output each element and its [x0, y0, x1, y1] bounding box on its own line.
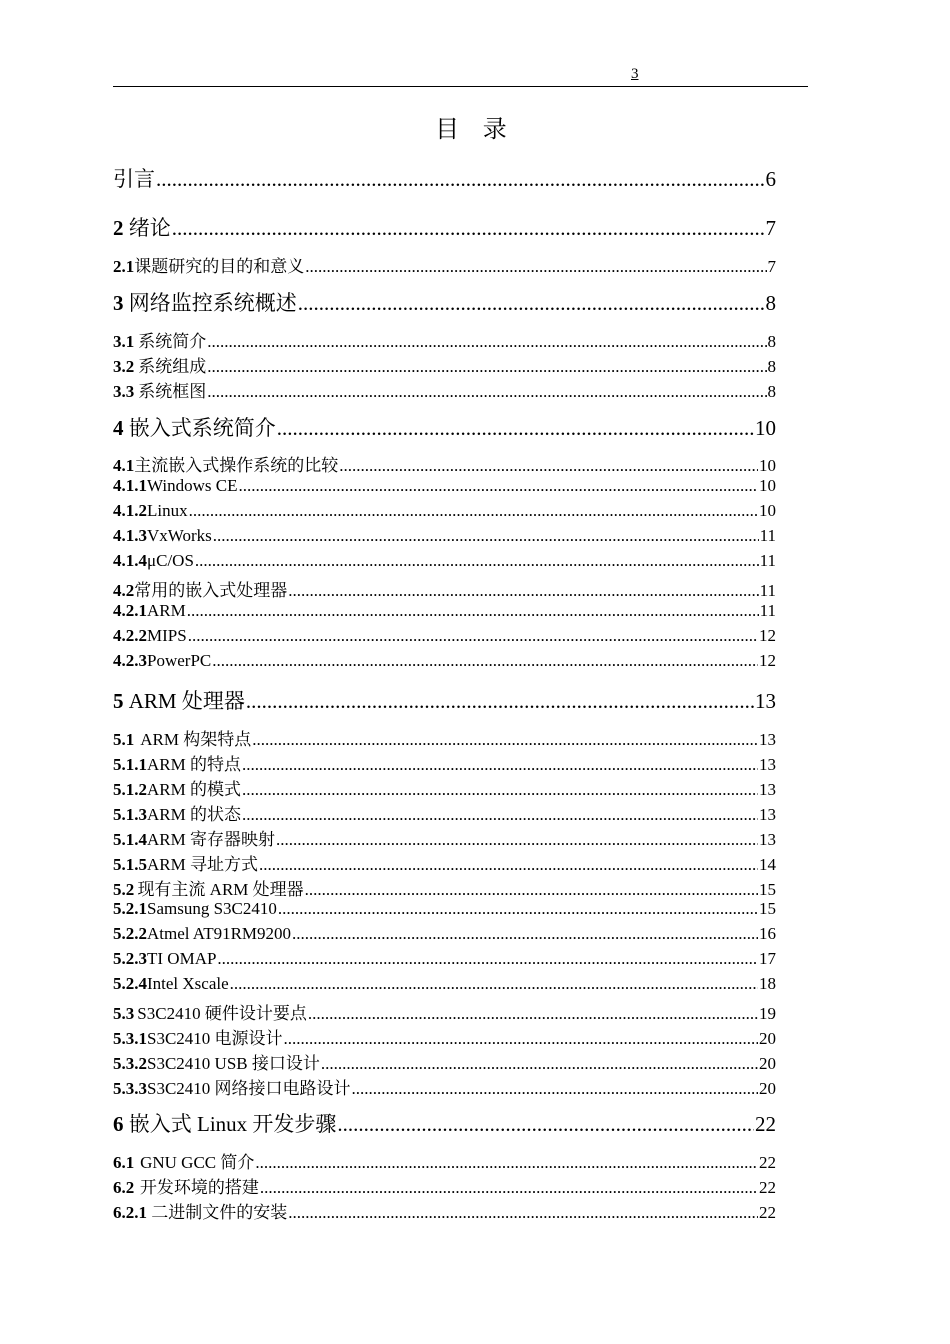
toc-entry[interactable]: [113, 1024, 776, 1046]
leader-dots: [292, 924, 758, 944]
toc-entry-page: 19: [759, 1004, 776, 1023]
toc-entry-page: 20: [759, 1029, 776, 1048]
toc-entry-number: 5.1.4: [113, 830, 147, 849]
toc-entry[interactable]: [113, 601, 776, 623]
toc-entry-label: ARM 的状态: [147, 805, 241, 824]
toc-entry[interactable]: [113, 501, 776, 523]
toc-entry[interactable]: [113, 212, 776, 242]
toc-entry-number: 5.3.2: [113, 1054, 147, 1073]
toc-entry-number: 5.2.4: [113, 974, 147, 993]
toc-entry-label: ARM 寄存器映射: [147, 830, 275, 849]
leader-dots: [213, 526, 759, 546]
toc-entry[interactable]: [113, 252, 776, 274]
toc-entry-number: 6.1: [113, 1153, 135, 1172]
toc-entry-page: 22: [759, 1153, 776, 1172]
leader-dots: [246, 689, 754, 714]
toc-entry-label: ARM 处理器: [128, 689, 245, 713]
toc-entry-label: ARM 构架特点: [140, 730, 252, 749]
leader-dots: [172, 216, 765, 241]
toc-entry-label: Linux: [147, 501, 188, 520]
toc-entry[interactable]: [113, 850, 776, 872]
toc-entry-page: 11: [759, 526, 776, 545]
toc-entry-label: Samsung S3C2410: [147, 899, 277, 918]
toc-entry-page: 6: [765, 167, 776, 191]
toc-entry[interactable]: [113, 526, 776, 548]
leader-dots: [339, 456, 758, 476]
toc-entry-number: 5: [113, 689, 124, 713]
leader-dots: [278, 899, 758, 919]
toc-entry-label: 现有主流 ARM 处理器: [137, 880, 304, 899]
toc-entry-number: 3.3: [113, 382, 135, 401]
leader-dots: [252, 730, 758, 750]
toc-entry[interactable]: [113, 924, 776, 946]
toc-entry[interactable]: [113, 551, 776, 573]
toc-entry-label: 二进制文件的安装: [151, 1203, 288, 1222]
toc-entry-page: 14: [759, 855, 776, 874]
toc-entry[interactable]: [113, 1049, 776, 1071]
leader-dots: [305, 880, 758, 900]
toc-entry-label: ARM 的特点: [147, 755, 241, 774]
leader-dots: [230, 974, 758, 994]
toc-entry-number: 3.1: [113, 332, 135, 351]
toc-entry-number: 4.1: [113, 456, 135, 475]
toc-entry[interactable]: [113, 451, 776, 473]
leader-dots: [242, 780, 758, 800]
toc-entry-label: ARM 寻址方式: [147, 855, 258, 874]
toc-entry-number: 5.1.2: [113, 780, 147, 799]
toc-entry[interactable]: [113, 377, 776, 399]
toc-entry[interactable]: [113, 875, 776, 897]
leader-dots: [276, 830, 758, 850]
toc-entry-page: 8: [767, 357, 776, 376]
toc-entry-number: 6: [113, 1112, 124, 1136]
toc-entry-number: 5.2.2: [113, 924, 147, 943]
toc-entry-page: 13: [759, 830, 776, 849]
toc-entry-label: 系统组成: [138, 357, 207, 376]
leader-dots: [337, 1112, 754, 1137]
toc-entry-label: GNU GCC 简介: [140, 1153, 255, 1172]
toc-entry[interactable]: [113, 287, 776, 317]
toc-entry[interactable]: [113, 1198, 776, 1220]
toc-title: 目 录: [435, 115, 515, 143]
toc-entry-number: 5.1.3: [113, 805, 147, 824]
toc-entry[interactable]: [113, 825, 776, 847]
leader-dots: [187, 601, 759, 621]
toc-entry[interactable]: [113, 974, 776, 996]
toc-entry-number: 3.2: [113, 357, 135, 376]
leader-dots: [212, 651, 758, 671]
toc-entry-label: TI OMAP: [147, 949, 217, 968]
toc-entry-number: 5.2.3: [113, 949, 147, 968]
leader-dots: [298, 291, 765, 316]
toc-entry[interactable]: [113, 685, 776, 715]
toc-entry-number: 4.2.2: [113, 626, 147, 645]
toc-entry-page: 13: [759, 780, 776, 799]
toc-entry-label: 课题研究的目的和意义: [134, 257, 305, 276]
toc-entry-label: μC/OS: [147, 551, 194, 570]
toc-entry-label: Windows CE: [147, 476, 238, 495]
toc-entry[interactable]: [113, 327, 776, 349]
toc-entry-number: 6.2: [113, 1178, 135, 1197]
toc-entry-page: 7: [767, 257, 776, 276]
leader-dots: [259, 855, 758, 875]
leader-dots: [207, 332, 766, 352]
toc-entry[interactable]: [113, 725, 776, 747]
toc-entry-page: 20: [759, 1054, 776, 1073]
toc-entry-page: 11: [759, 551, 776, 570]
toc-entry-label: 嵌入式系统简介: [128, 416, 276, 440]
toc-entry-page: 22: [755, 1112, 776, 1136]
page-number: 3: [631, 66, 639, 82]
toc-entry[interactable]: [113, 476, 776, 498]
leader-dots: [217, 949, 758, 969]
toc-entry-number: 5.3.3: [113, 1079, 147, 1098]
toc-entry-number: 6.2.1: [113, 1203, 147, 1222]
toc-entry-page: 22: [759, 1203, 776, 1222]
toc-entry[interactable]: [113, 352, 776, 374]
leader-dots: [207, 382, 766, 402]
toc-entry[interactable]: [113, 750, 776, 772]
toc-entry[interactable]: [113, 1173, 776, 1195]
toc-entry[interactable]: [113, 412, 776, 442]
leader-dots: [207, 357, 766, 377]
leader-dots: [277, 416, 754, 441]
toc-entry-page: 8: [765, 291, 776, 315]
toc-entry-page: 12: [759, 651, 776, 670]
toc-entry-label: MIPS: [147, 626, 187, 645]
toc-entry-page: 10: [759, 456, 776, 475]
toc-entry-number: 4.2: [113, 581, 135, 600]
toc-entry[interactable]: [113, 651, 776, 673]
toc-entry[interactable]: [113, 999, 776, 1021]
toc-entry-page: 10: [759, 501, 776, 520]
leader-dots: [156, 167, 765, 192]
toc-entry-page: 12: [759, 626, 776, 645]
toc-entry-page: 18: [759, 974, 776, 993]
toc-entry-page: 16: [759, 924, 776, 943]
toc-entry[interactable]: [113, 949, 776, 971]
toc-entry-page: 15: [759, 880, 776, 899]
toc-entry-page: 13: [759, 730, 776, 749]
toc-entry-page: 11: [759, 601, 776, 620]
toc-entry-page: 7: [765, 216, 776, 240]
toc-entry-number: 2.1: [113, 257, 135, 276]
toc-entry-number: 4.2.3: [113, 651, 147, 670]
leader-dots: [321, 1054, 758, 1074]
toc-entry-number: 3: [113, 291, 124, 315]
toc-entry[interactable]: [113, 163, 776, 193]
toc-entry-label: 引言: [113, 167, 155, 191]
toc-entry-number: 4.1.4: [113, 551, 147, 570]
toc-entry-page: 8: [767, 382, 776, 401]
toc-entry-label: PowerPC: [147, 651, 212, 670]
toc-entry[interactable]: [113, 1148, 776, 1170]
leader-dots: [352, 1079, 758, 1099]
toc-entry-number: 5.1.1: [113, 755, 147, 774]
toc-entry[interactable]: [113, 899, 776, 921]
toc-entry-number: 2: [113, 216, 124, 240]
toc-entry-number: 4.2.1: [113, 601, 147, 620]
toc-entry-number: 5.2: [113, 880, 135, 899]
toc-entry-page: 10: [759, 476, 776, 495]
leader-dots: [242, 805, 758, 825]
page-header: [113, 64, 808, 87]
toc-entry-page: 22: [759, 1178, 776, 1197]
toc-entry-label: VxWorks: [147, 526, 212, 545]
toc-entry-label: 系统框图: [138, 382, 207, 401]
toc-entry-label: 嵌入式 Linux 开发步骤: [128, 1112, 337, 1136]
toc-entry-page: 11: [759, 581, 776, 600]
toc-entry-page: 10: [755, 416, 776, 440]
leader-dots: [284, 1029, 758, 1049]
leader-dots: [238, 476, 758, 496]
toc-entry-label: 开发环境的搭建: [139, 1178, 259, 1197]
leader-dots: [288, 1203, 758, 1223]
leader-dots: [308, 1004, 758, 1024]
toc-entry-page: 8: [767, 332, 776, 351]
toc-entry-number: 4.1.2: [113, 501, 147, 520]
toc-entry-page: 15: [759, 899, 776, 918]
toc-entry-label: 常用的嵌入式处理器: [134, 581, 288, 600]
toc-entry-page: 13: [755, 689, 776, 713]
toc-entry-label: Intel Xscale: [147, 974, 229, 993]
toc-entry[interactable]: [113, 775, 776, 797]
toc-entry-number: 4: [113, 416, 124, 440]
toc-entry-label: Atmel AT91RM9200: [147, 924, 292, 943]
toc-entry-label: 系统简介: [138, 332, 207, 351]
toc-entry-page: 13: [759, 805, 776, 824]
toc-entry-number: 4.1.1: [113, 476, 147, 495]
toc-entry-label: S3C2410 电源设计: [147, 1029, 283, 1048]
toc-entry-label: S3C2410 网络接口电路设计: [147, 1079, 351, 1098]
leader-dots: [195, 551, 759, 571]
toc-entry-page: 17: [759, 949, 776, 968]
leader-dots: [305, 257, 766, 277]
leader-dots: [288, 581, 758, 601]
toc-entry[interactable]: [113, 1108, 776, 1138]
leader-dots: [242, 755, 758, 775]
toc-entry-page: 20: [759, 1079, 776, 1098]
toc-entry[interactable]: [113, 1074, 776, 1096]
toc-entry[interactable]: [113, 800, 776, 822]
toc-entry-page: 13: [759, 755, 776, 774]
toc-entry-number: 5.1.5: [113, 855, 147, 874]
toc-entry-number: 5.3.1: [113, 1029, 147, 1048]
leader-dots: [255, 1153, 758, 1173]
toc-entry-label: S3C2410 硬件设计要点: [137, 1004, 307, 1023]
toc-entry-label: 主流嵌入式操作系统的比较: [134, 456, 339, 475]
toc-entry-number: 5.1: [113, 730, 135, 749]
leader-dots: [189, 501, 758, 521]
leader-dots: [260, 1178, 758, 1198]
toc-entry-number: 4.1.3: [113, 526, 147, 545]
toc-entry-label: 绪论: [128, 216, 171, 240]
toc-entry-label: 网络监控系统概述: [128, 291, 297, 315]
toc-entry-label: ARM: [147, 601, 186, 620]
toc-entry-label: S3C2410 USB 接口设计: [147, 1054, 320, 1073]
toc-entry-label: ARM 的模式: [147, 780, 241, 799]
toc-entry[interactable]: [113, 576, 776, 598]
leader-dots: [188, 626, 758, 646]
toc-entry[interactable]: [113, 626, 776, 648]
toc-entry-number: 5.2.1: [113, 899, 147, 918]
toc-entry-number: 5.3: [113, 1004, 135, 1023]
